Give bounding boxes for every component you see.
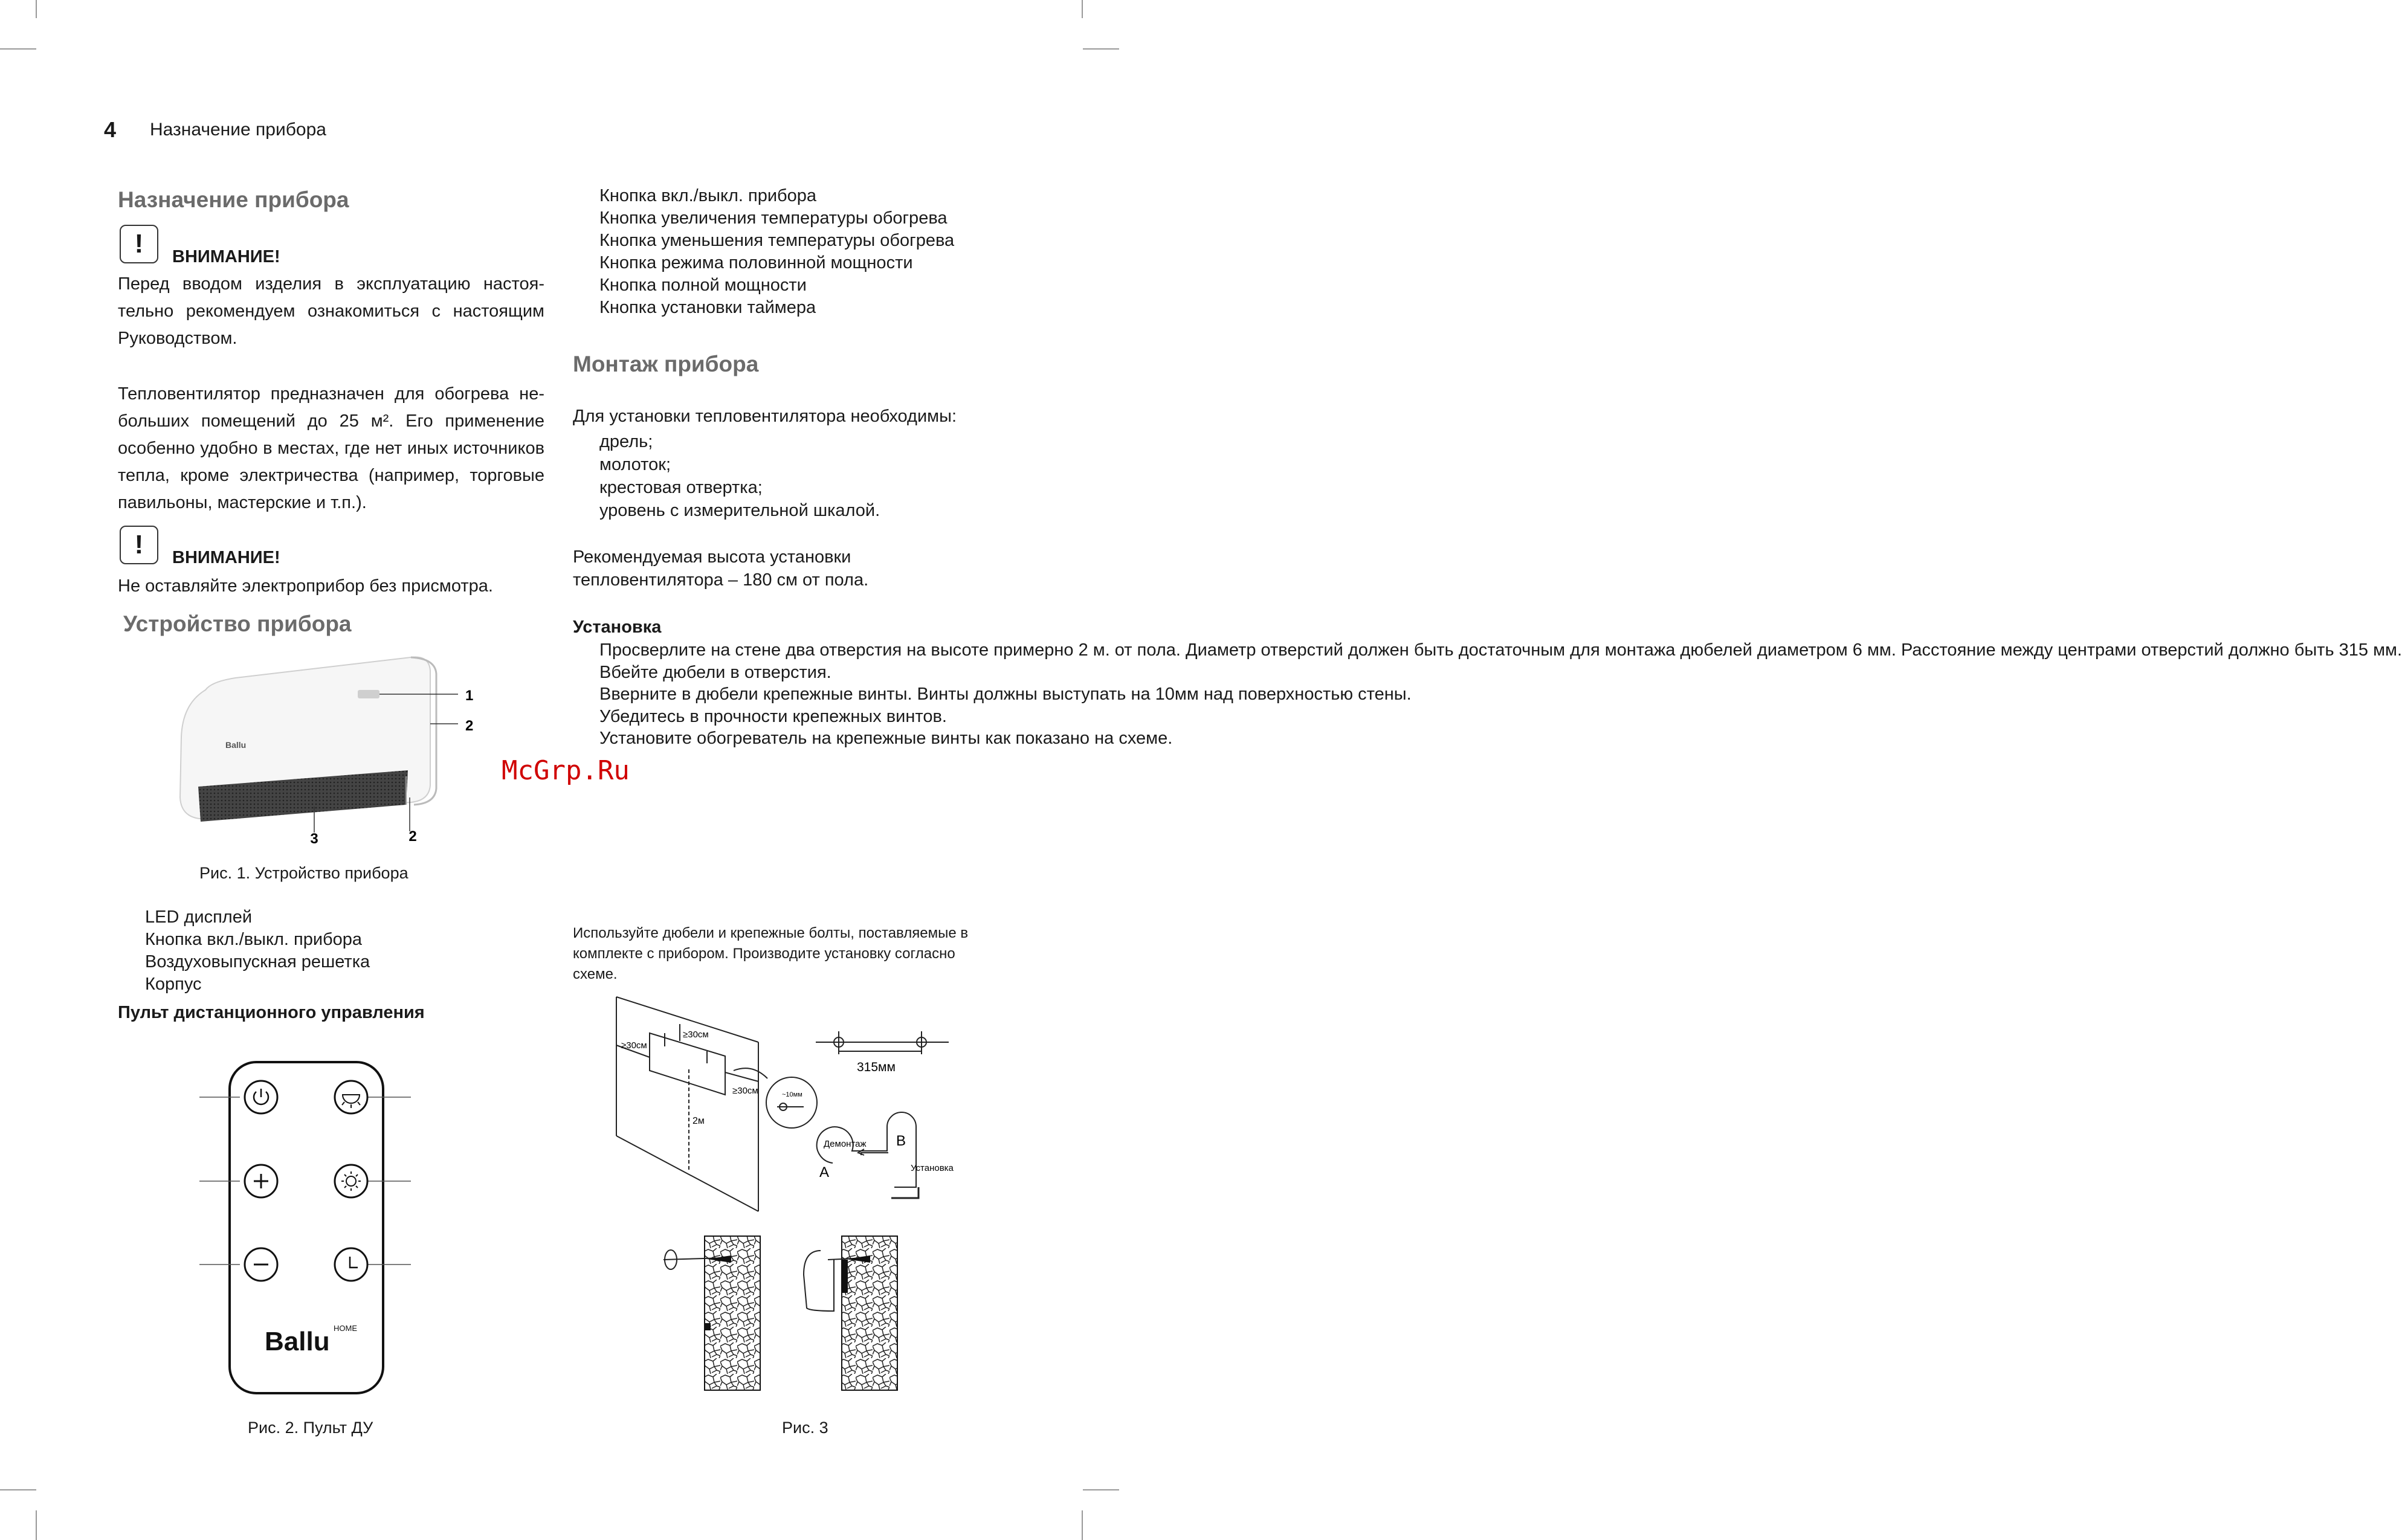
callout-2b: 2 bbox=[408, 828, 417, 845]
warning-icon: ! bbox=[120, 526, 158, 564]
crop-mark bbox=[36, 1510, 37, 1540]
callout-1: 1 bbox=[465, 688, 474, 704]
minus-button-icon bbox=[245, 1248, 277, 1281]
list-item: дрель; bbox=[599, 432, 653, 451]
mounting-heading: Монтаж прибора bbox=[573, 352, 759, 376]
installation-note: Используйте дюбели и крепежные болты, поставляемые в комплекте с прибором. Производите установку согласно схеме. bbox=[573, 925, 969, 982]
crop-mark bbox=[1082, 0, 1083, 18]
callout-3: 3 bbox=[310, 831, 318, 847]
dim-left: ≥30см bbox=[621, 1040, 647, 1051]
screw-gap-label: ~10мм bbox=[782, 1091, 802, 1098]
list-item: Убедитесь в прочности крепежных винтов. bbox=[599, 706, 947, 726]
warning-text: Не оставляйте электроприбор без присмотра. bbox=[118, 576, 493, 596]
crop-mark bbox=[1082, 1510, 1083, 1540]
list-item: Корпус bbox=[145, 975, 202, 994]
list-item: Просверлите на стене два отверстия на высоте примерно 2 м. от пола. Диаметр отверстий должен быть достаточным для монтажа дюбелей диаметром 6 мм. Расстояние между центрами отверстий должно быть 315 мм. bbox=[599, 640, 2402, 660]
list-item: крестовая отвертка; bbox=[599, 478, 763, 497]
tools-intro: Для установки тепловентилятора необходимы: bbox=[573, 407, 957, 426]
remote-illustration bbox=[199, 1057, 417, 1396]
list-item: LED дисплей bbox=[145, 907, 253, 927]
remote-heading: Пульт дистанционного управления bbox=[118, 1003, 425, 1022]
running-title: Назначение прибора bbox=[150, 120, 326, 140]
warning-title: ВНИМАНИЕ! bbox=[172, 247, 280, 266]
half-power-button-icon bbox=[335, 1081, 367, 1113]
crop-mark bbox=[1083, 48, 1119, 50]
full-power-button-icon bbox=[335, 1165, 367, 1197]
warning-icon: ! bbox=[120, 225, 158, 263]
warning-text: Перед вводом изделия в эксплуатацию настоя-тельно рекомендуем ознакомиться с настоящим Руководством. bbox=[118, 274, 544, 348]
height-label: 2м bbox=[693, 1116, 705, 1126]
list-item: Кнопка режима половинной мощности bbox=[599, 253, 913, 272]
heater-illustration bbox=[169, 646, 496, 852]
removal-label: Демонтаж bbox=[824, 1139, 867, 1149]
dim-right: ≥30см bbox=[732, 1086, 758, 1096]
list-item: уровень с измерительной шкалой. bbox=[599, 501, 880, 520]
list-item: Вверните в дюбели крепежные винты. Винты должны выступать на 10мм над поверхностью стены. bbox=[599, 685, 1412, 704]
list-item: Кнопка уменьшения температуры обогрева bbox=[599, 231, 955, 250]
crop-mark bbox=[1083, 1489, 1119, 1490]
crop-mark bbox=[36, 0, 37, 18]
purpose-description: Тепловентилятор предназначен для обогрева не-больших помещений до 25 м². Его применение особенно удобно в местах, где нет иных источников тепла, кроме электричества (например, торговые павильоны, мастерские и т.п.). bbox=[118, 384, 544, 512]
purpose-heading: Назначение прибора bbox=[118, 187, 349, 212]
setup-title: Установка bbox=[573, 617, 662, 637]
page-number: 4 bbox=[104, 117, 117, 142]
power-button-icon bbox=[245, 1081, 277, 1113]
crop-mark bbox=[0, 48, 36, 50]
list-item: Кнопка установки таймера bbox=[599, 298, 816, 317]
setup-steps bbox=[599, 639, 2402, 750]
list-item: молоток; bbox=[599, 455, 671, 474]
device-parts-list bbox=[145, 906, 370, 996]
warning-title: ВНИМАНИЕ! bbox=[172, 548, 280, 567]
spacing-label: 315мм bbox=[857, 1060, 896, 1074]
plus-button-icon bbox=[245, 1165, 277, 1197]
device-heading: Устройство прибора bbox=[123, 611, 352, 636]
figure-3-caption: Рис. 3 bbox=[782, 1419, 828, 1437]
list-item: Воздуховыпускная решетка bbox=[145, 952, 370, 971]
list-item: Кнопка вкл./выкл. прибора bbox=[145, 930, 363, 949]
list-item: Кнопка увеличения температуры обогрева bbox=[599, 208, 948, 228]
crop-mark bbox=[0, 1489, 36, 1490]
remote-buttons-list bbox=[599, 185, 954, 319]
dim-top: ≥30см bbox=[683, 1029, 709, 1040]
timer-button-icon bbox=[335, 1248, 367, 1281]
marker-a: A bbox=[819, 1164, 830, 1181]
height-note: Рекомендуемая высота установки тепловентилятора – 180 см от пола. bbox=[573, 547, 869, 590]
figure-2-caption: Рис. 2. Пульт ДУ bbox=[248, 1419, 373, 1437]
list-item: Вбейте дюбели в отверстия. bbox=[599, 662, 831, 682]
watermark: McGrp.Ru bbox=[502, 755, 630, 786]
list-item: Кнопка вкл./выкл. прибора bbox=[599, 186, 817, 205]
tools-list bbox=[599, 430, 880, 522]
list-item: Установите обогреватель на крепежные винты как показано на схеме. bbox=[599, 729, 1173, 748]
figure-1-caption: Рис. 1. Устройство прибора bbox=[199, 864, 408, 882]
wall-sections-illustration bbox=[653, 1232, 919, 1393]
mounting-diagram bbox=[604, 991, 979, 1226]
install-label: Установка bbox=[911, 1163, 954, 1173]
callout-2: 2 bbox=[465, 718, 474, 734]
heater-brand-label: Ballu bbox=[225, 740, 247, 750]
remote-brand-sub: HOME bbox=[334, 1324, 357, 1333]
remote-brand: Ballu bbox=[265, 1327, 330, 1356]
marker-b: B bbox=[896, 1133, 906, 1149]
list-item: Кнопка полной мощности bbox=[599, 275, 807, 295]
